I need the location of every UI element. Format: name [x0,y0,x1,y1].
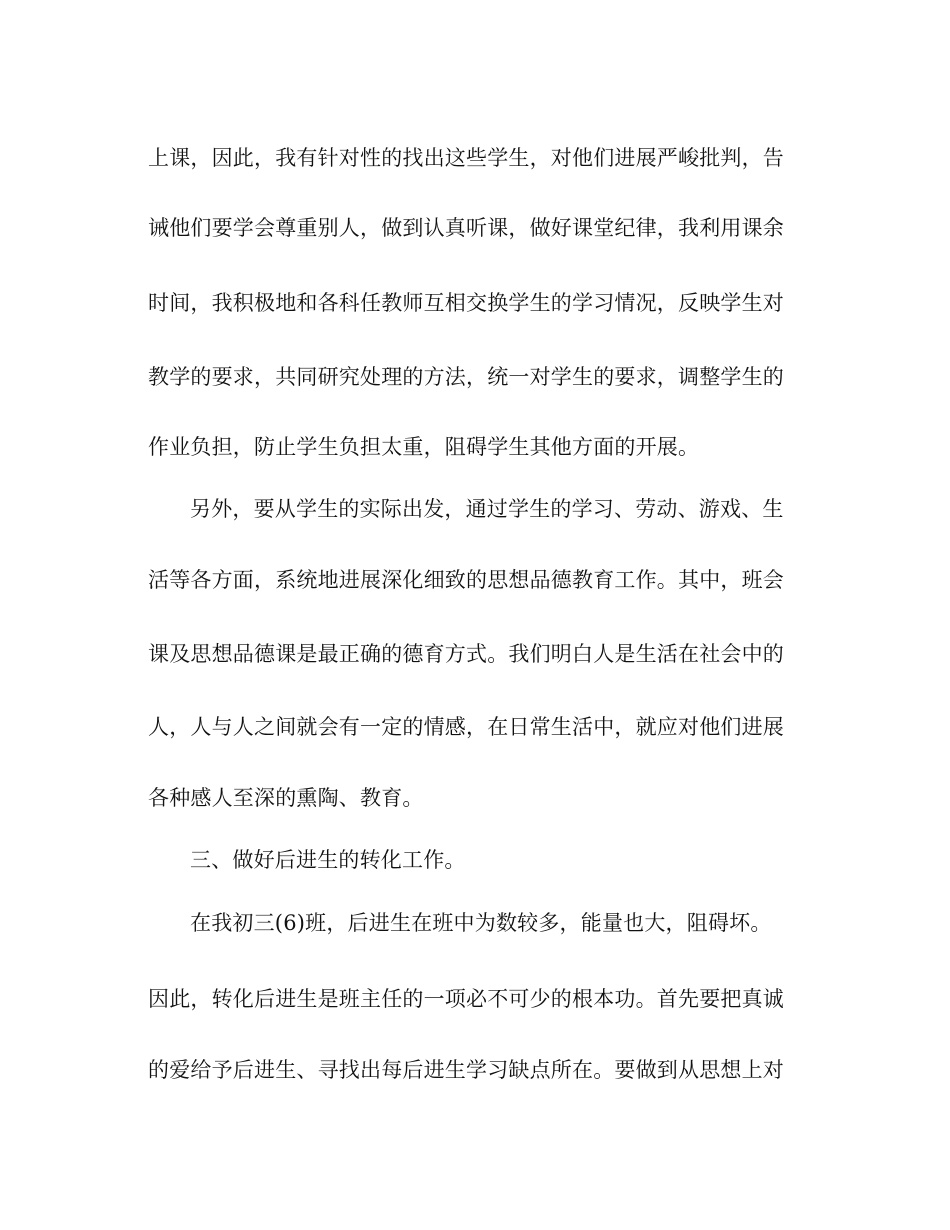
paragraph-line: 时间，我积极地和各科任教师互相交换学生的学习情况，反映学生对 [148,291,784,315]
section-heading: 三、做好后进生的转化工作。 [190,848,466,872]
paragraph-line: 在我初三(6)班，后进生在班中为数较多，能量也大，阻碍坏。 [190,911,772,935]
paragraph-line: 因此，转化后进生是班主任的一项必不可少的根本功。首先要把真诚 [148,987,784,1011]
paragraph-line: 上课，因此，我有针对性的找出这些学生，对他们进展严峻批判，告 [148,146,784,170]
paragraph-line: 活等各方面，系统地进展深化细致的思想品德教育工作。其中，班会 [148,568,784,592]
paragraph-line: 教学的要求，共同研究处理的方法，统一对学生的要求，调整学生的 [148,365,784,389]
paragraph-line: 各种感人至深的熏陶、教育。 [148,786,424,810]
paragraph-line: 课及思想品德课是最正确的德育方式。我们明白人是生活在社会中的 [148,642,784,666]
paragraph-line: 人，人与人之间就会有一定的情感，在日常生活中，就应对他们进展 [148,715,784,739]
paragraph-line: 另外，要从学生的实际出发，通过学生的学习、劳动、游戏、生 [190,497,784,521]
paragraph-line: 的爱给予后进生、寻找出每后进生学习缺点所在。要做到从思想上对 [148,1058,784,1082]
paragraph-line: 作业负担，防止学生负担太重，阻碍学生其他方面的开展。 [148,435,700,459]
paragraph-line: 诫他们要学会尊重别人，做到认真听课，做好课堂纪律，我利用课余 [148,216,784,240]
